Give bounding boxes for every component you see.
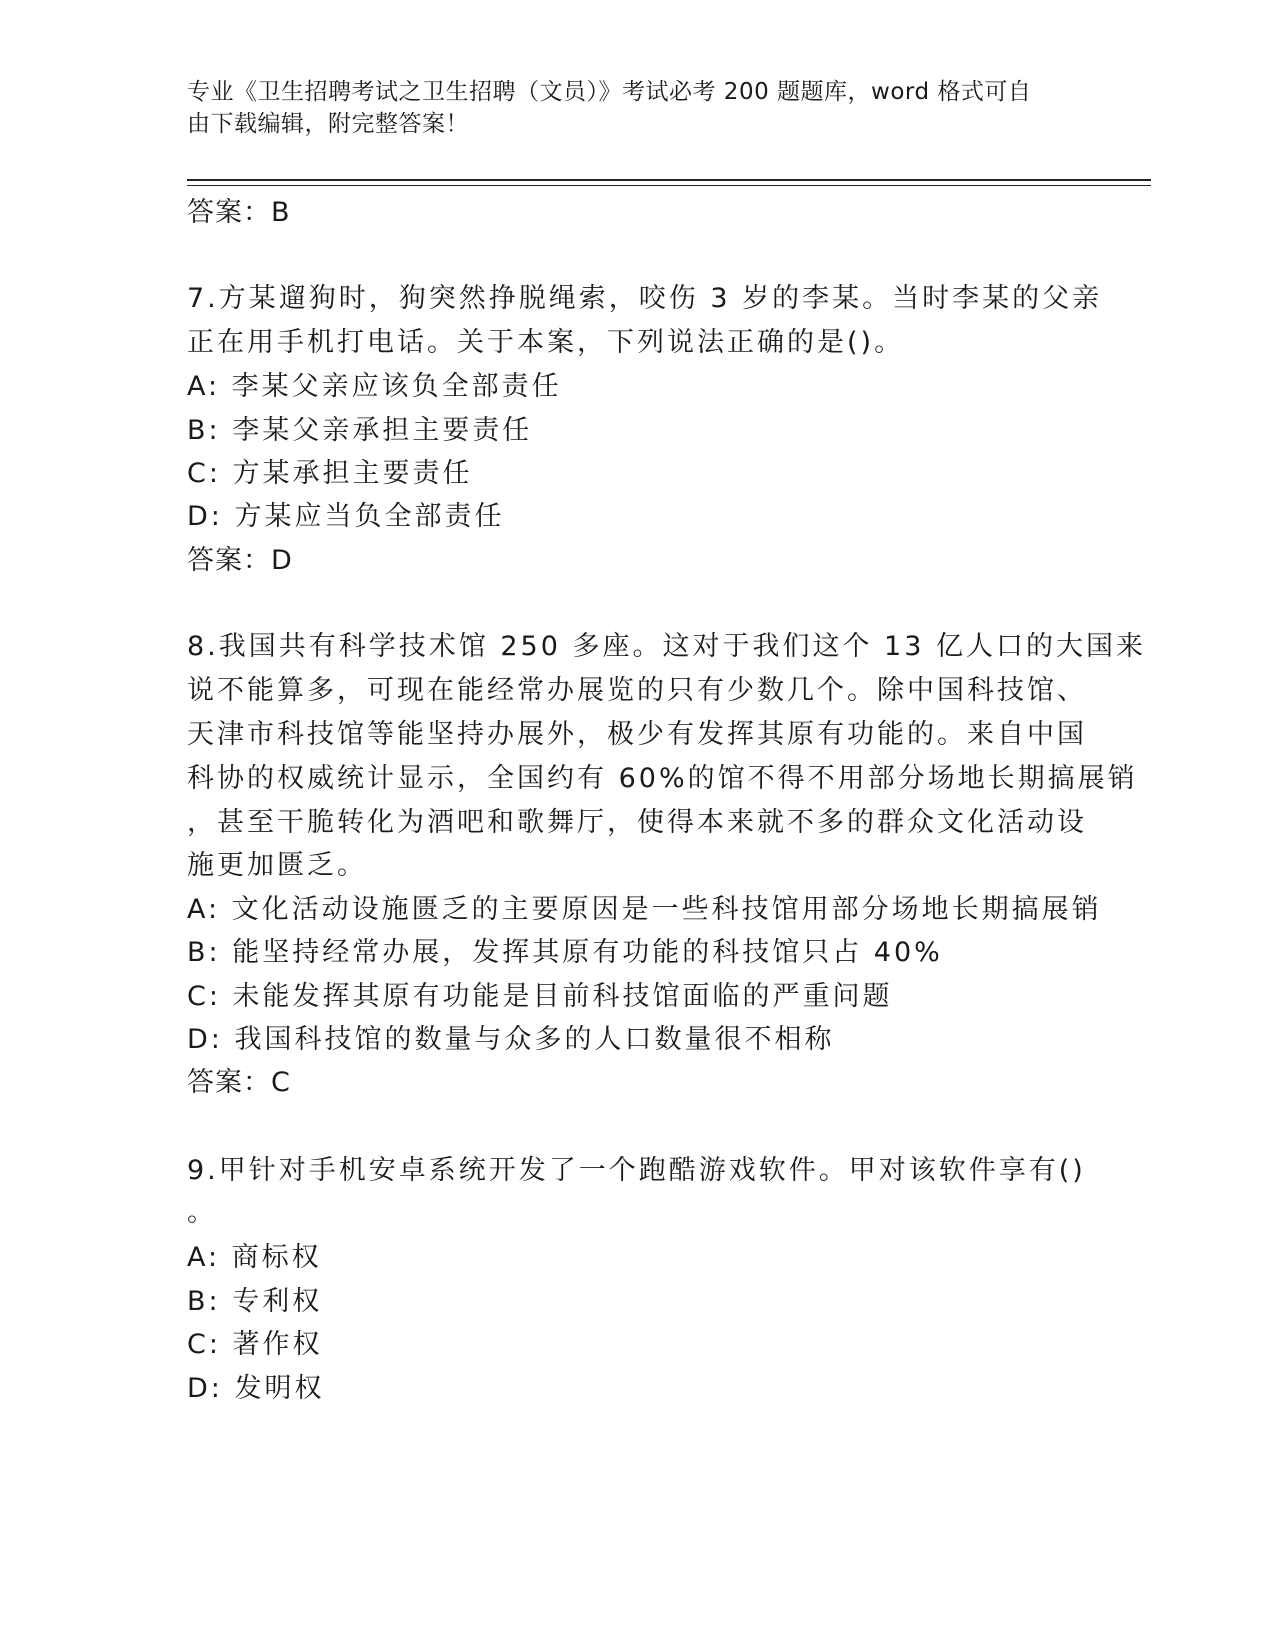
previous-answer: 答案：B [187,197,291,228]
question-7-answer: 答案：D [187,545,293,576]
question-9-option-d: D: 发明权 [187,1373,325,1404]
header-divider-thick [187,179,1151,181]
question-9-option-a: A: 商标权 [187,1242,322,1273]
header-line-2: 由下载编辑，附完整答案！ [187,111,469,137]
question-8-option-b: B: 能坚持经常办展，发挥其原有功能的科技馆只占 40% [187,937,943,968]
question-8-line-5: ，甚至干脆转化为酒吧和歌舞厅，使得本来就不多的群众文化活动设 [187,807,1087,838]
question-8-line-3: 天津市科技馆等能坚持办展外，极少有发挥其原有功能的。来自中国 [187,719,1087,750]
question-7-line-1: 7.方某遛狗时，狗突然挣脱绳索，咬伤 3 岁的李某。当时李某的父亲 [187,283,1103,314]
question-8-line-6: 施更加匮乏。 [187,850,367,881]
question-8-line-1: 8.我国共有科学技术馆 250 多座。这对于我们这个 13 亿人口的大国来 [187,631,1146,662]
question-7-option-a: A: 李某父亲应该负全部责任 [187,371,562,402]
question-8-option-c: C: 未能发挥其原有功能是目前科技馆面临的严重问题 [187,981,893,1012]
question-8-line-4: 科协的权威统计显示，全国约有 60%的馆不得不用部分场地长期搞展销 [187,763,1138,794]
header-line-1: 专业《卫生招聘考试之卫生招聘（文员）》考试必考 200 题题库，word 格式可自 [187,79,1032,105]
question-7-option-c: C: 方某承担主要责任 [187,458,473,489]
question-7-option-d: D: 方某应当负全部责任 [187,501,505,532]
header-divider-thin [187,185,1151,186]
question-9-line-2: 。 [187,1197,217,1228]
question-7-line-2: 正在用手机打电话。关于本案，下列说法正确的是()。 [187,327,905,358]
question-8-option-a: A: 文化活动设施匮乏的主要原因是一些科技馆用部分场地长期搞展销 [187,894,1102,925]
document-header [187,76,1087,140]
question-8-option-d: D: 我国科技馆的数量与众多的人口数量很不相称 [187,1024,835,1055]
question-8-line-2: 说不能算多，可现在能经常办展览的只有少数几个。除中国科技馆、 [187,675,1087,706]
question-7-option-b: B: 李某父亲承担主要责任 [187,415,533,446]
question-9-option-b: B: 专利权 [187,1286,323,1317]
question-9-option-c: C: 著作权 [187,1329,323,1360]
question-8-answer: 答案：C [187,1067,291,1098]
question-9-line-1: 9.甲针对手机安卓系统开发了一个跑酷游戏软件。甲对该软件享有() [187,1155,1086,1186]
